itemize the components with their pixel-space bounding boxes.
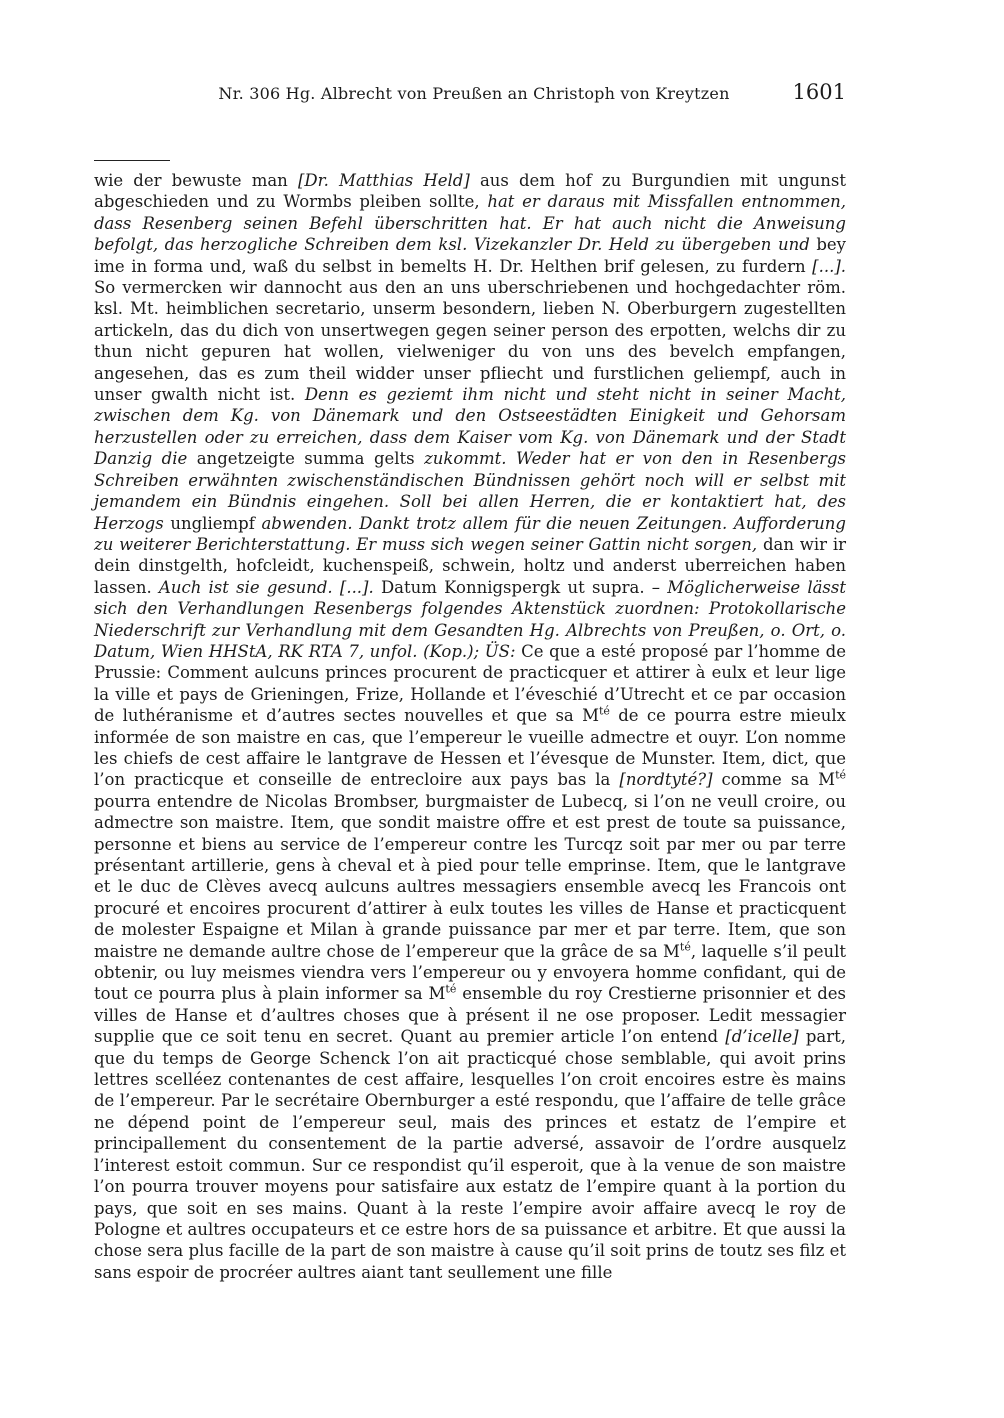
body-text [94, 170, 846, 1283]
text-run: , laquelle s’il peult obtenir, ou luy meismes viendra vers l’empereur ou y envoyera homme confidant, qui de tout ce pourra plus à plain informer sa M [94, 941, 846, 1004]
text-run: dan wir ir dein dinstgelth, hofcleidt, kuchenspeiß, schwein, holtz und anderst uberreichen haben lassen. [94, 534, 846, 597]
text-run: angetzeigte summa gelts [187, 449, 425, 469]
italic-text-run: hat er daraus mit Missfallen entnommen, dass Resenberg seinen Befehl überschritten hat. Er hat auch nicht die Anweisung befolgt, das herzogliche Schreiben dem ksl. Vizekanzler Dr. Held zu übergeben und [94, 192, 846, 255]
superscript-abbrev: té [679, 940, 691, 954]
running-head [94, 82, 846, 106]
text-run: bey ime in forma und, waß du selbst in bemelts H. Dr. Helthen brif gelesen, zu furdern [94, 235, 846, 276]
page-number: 1601 [792, 80, 846, 104]
text-run: part, que du temps de George Schenck l’on ait practicqué chose semblable, qui avoit prins lettres scelléez contenantes de cest affaire, lesquelles l’on croit encoires estre ès mains de l’empereur. Par le secrétaire Obernburger a esté respondu, que l’affaire de telle grâce ne dépend point de l’empereur seul, mais des princes et estatz de l’empire et principallement du consentement de la partie adversé, assavoir de l’ordre ausquelz l’interest estoit commun. Sur ce respondist qu’il esperoit, que à la venue de son maistre l’on pourra trouver moyens pour satisfaire aux estatz de l’empire quant à la portion du pays, que soit en ses mains. Quant à la reste l’empire avoir affaire avecq le roy de Pologne et aultres occupateurs et ce estre hors de sa puissance et arbitre. Et que aussi la chose sera plus facille de la part de son maistre à cause qu’il soit prins de toutz ses filz et sans espoir de procréer aultres aiant tant seullement une fille [94, 1027, 846, 1282]
italic-text-run: [...]. [812, 256, 846, 276]
text-run: comme sa M [712, 770, 836, 790]
text-run: Ce que a esté proposé par l’homme de Prussie: Comment aulcuns princes procurent de practicquer et attirer à eulx et leur lige la ville et pays de Grieningen, Frize, Hollande et l’éveschié d’Utrecht et ce par occasion de luthéranisme et d’autres sectes nouvelles et que sa M [94, 641, 846, 726]
superscript-abbrev: té [835, 768, 846, 782]
italic-text-run: [Dr. Matthias Held] [297, 171, 470, 190]
text-run: ungliempf [163, 513, 262, 533]
italic-text-run: Auch ist sie gesund. [...]. [158, 577, 374, 597]
italic-text-run: [nordtyté?] [619, 770, 713, 790]
text-run: So vermercken wir dannocht aus den an uns uberschriebenen und hochgedachter röm. ksl. Mt. heimblichen secretario, unserm besondern, lieben N. Oberburgern zugestellten artickeln, das du dich von unsertwegen gegen seiner person des erpotten, welchs dir zu thun nicht gepuren hat wollen, vielweniger du von uns des bevelch empfangen, angesehen, das es zum theil widder unser pfliecht und furstlichen geliempf, auch in unser gwalth nicht ist. [94, 278, 846, 405]
italic-text-run: [d’icelle] [725, 1027, 799, 1047]
text-run: Datum Konnigspergk ut supra. [373, 577, 652, 597]
italic-text-run: Denn es geziemt ihm nicht und steht nicht in seiner Macht, zwischen dem Kg. von Dänemark und den Ostseestädten Einigkeit und Gehorsam herzustellen oder zu erreichen, dass dem Kaiser vom Kg. von Dänemark und der Stadt Danzig die [94, 385, 846, 469]
text-run: ensemble du roy Crestierne prisonnier et des villes de Hanse et d’aultres choses que à présent il ne ose proposer. Ledit messagier supplie que ce soit tenu en secret. Quant au premier article l’on entend [94, 984, 847, 1047]
text-run: pourra entendre de Nicolas Brombser, burgmaister de Lubecq, si l’on ne veull croire, ou admectre son maistre. Item, que sondit maistre offre et est prest de toute sa puissance, personne et biens au service de l’empereur contre les Turcqz soit par mer ou par terre présentant artillerie, gens à cheval et à pied pour telle emprinse. Item, que le lantgrave et le duc de Clèves avecq aulcuns aultres messagiers ensemble avecq les Francois ont procuré et encoires procurent d’attirer à eulx toutes les villes de Hanse et practicquent de molester Espaigne et Milan à grande puissance par mer et par terre. Item, que son maistre ne demande aultre chose de l’empereur que la grâce de sa M [94, 791, 846, 961]
italic-text-run: zukommt. Weder hat er von den in Resenbergs Schreiben erwähnten zwischenständischen Bündnissen gehört noch will er selbst mit jemandem ein Bündnis eingehen. Soll bei allen Herren, die er kontaktiert hat, des Herzogs [94, 449, 846, 533]
superscript-abbrev: té [445, 982, 457, 996]
footnote-separator-rule [94, 160, 170, 161]
italic-text-run: – Möglicherweise lässt sich den Verhandlungen Resenbergs folgendes Aktenstück zuordnen: Protokollarische Niederschrift zur Verhandlung mit dem Gesandten Hg. Albrechts von Preußen, o. Ort, o. Datum, Wien HHStA, RK RTA 7, unfol. (Kop.); ÜS: [94, 577, 847, 661]
superscript-abbrev: té [598, 704, 610, 718]
text-run: de ce pourra estre mieulx informée de son maistre en cas, que l’empereur le vueille admectre et ouyr. L’on nomme les chiefs de cest affaire le lantgrave de Hessen et l’évesque de Munster. Item, dict, que l’on practicque et conseille de entrecloire aux pays bas la [94, 706, 846, 790]
text-run: aus dem hof zu Burgundien mit ungunst abgeschieden und zu Wormbs pleiben sollte, [94, 171, 846, 212]
text-run: wie der bewuste man [94, 171, 298, 190]
italic-text-run: abwenden. Dankt trotz allem für die neuen Zeitungen. Aufforderung zu weiterer Berichterstattung. Er muss sich wegen seiner Gattin nicht sorgen, [94, 513, 846, 554]
running-head-title: Nr. 306 Hg. Albrecht von Preußen an Christoph von Kreytzen [218, 84, 730, 103]
